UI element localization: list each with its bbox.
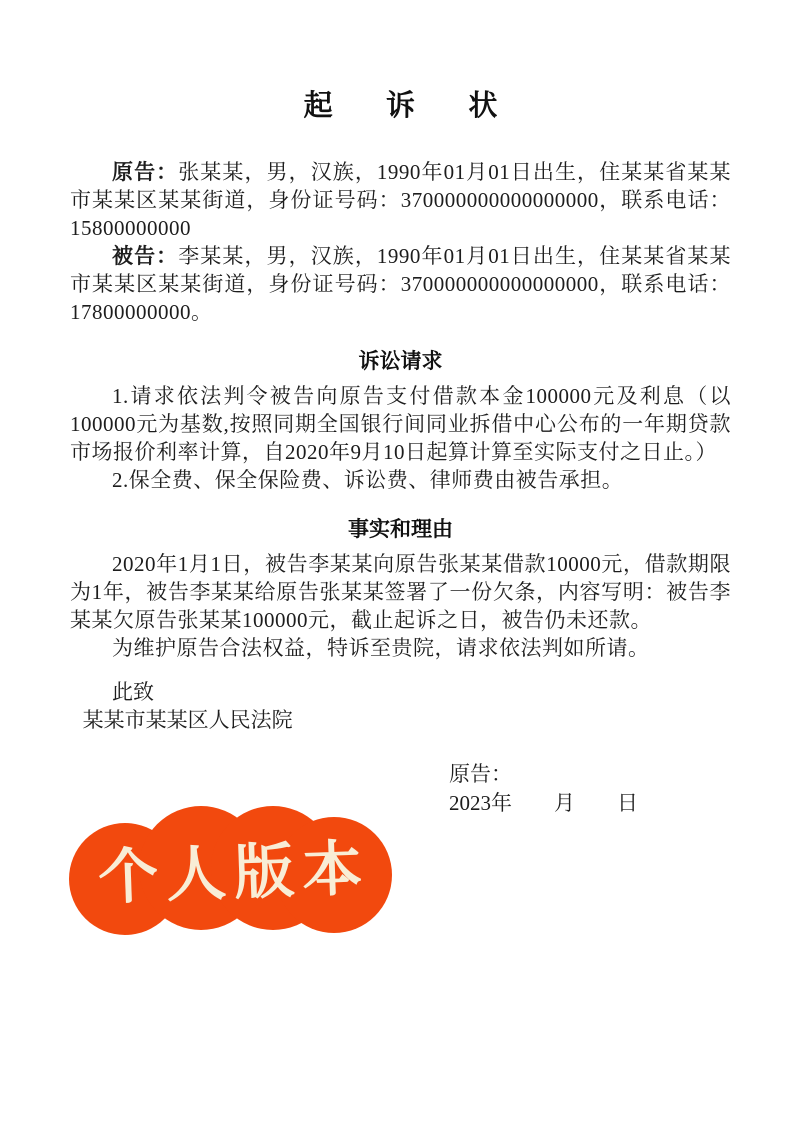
claims-heading: 诉讼请求	[358, 349, 443, 373]
plaintiff-label: 原告：	[112, 160, 179, 184]
plaintiff-paragraph	[70, 158, 731, 242]
signature-date: 2023年 月 日	[449, 791, 638, 815]
salutation: 此致	[112, 680, 154, 704]
claim-item-2: 2.保全费、保全保险费、诉讼费、律师费由被告承担。	[112, 468, 624, 492]
signature-block	[449, 760, 731, 818]
conclusion-paragraph: 为维护原告合法权益，特诉至贵院，请求依法判如所请。	[112, 636, 650, 660]
defendant-paragraph	[70, 242, 731, 326]
stamp-text: 个人版本	[97, 834, 372, 911]
personal-version-stamp	[68, 808, 392, 935]
document-body	[0, 86, 793, 818]
facts-heading: 事实和理由	[348, 517, 453, 541]
defendant-info: 李某某，男，汉族，1990年01月01日出生，住某某省某某市某某区某某街道，身份证号码：370000000000000000，联系电话：17800000000。	[70, 244, 732, 324]
document-title: 起 诉 状	[303, 90, 510, 122]
signature-party-label: 原告：	[449, 762, 512, 786]
court-name: 某某市某某区人民法院	[82, 708, 293, 732]
facts-paragraph: 2020年1月1日，被告李某某向原告张某某借款10000元，借款期限为1年，被告李某某给原告张某某签署了一份欠条，内容写明：被告李某某欠原告张某某100000元，截止起诉之日，被告仍未还款。	[70, 552, 731, 632]
claim-item-1: 1.请求依法判令被告向原告支付借款本金100000元及利息（以100000元为基数,按照同期全国银行间同业拆借中心公布的一年期贷款市场报价利率计算，自2020年9月10日起算计算至实际支付之日止。）	[70, 384, 731, 464]
plaintiff-info: 张某某，男，汉族，1990年01月01日出生，住某某省某某市某某区某某街道，身份证号码：370000000000000000，联系电话：15800000000	[70, 160, 732, 240]
defendant-label: 被告：	[112, 244, 179, 268]
